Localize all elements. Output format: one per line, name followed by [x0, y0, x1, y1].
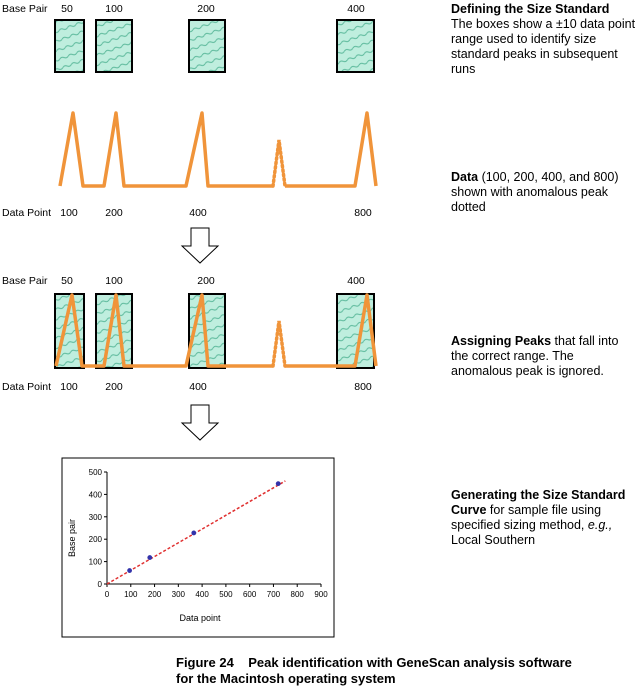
- ignored-peak-dotted: [273, 321, 285, 366]
- dp2-label-800: 800: [354, 381, 372, 393]
- data-point-label: Data Point: [2, 207, 52, 219]
- desc-assign-peaks: [451, 334, 636, 379]
- y-tick-label: 0: [97, 580, 102, 589]
- x-tick-label: 900: [314, 590, 328, 599]
- assigned-trace: [56, 295, 273, 366]
- y-tick-label: 400: [88, 490, 102, 500]
- x-axis-label: Data point: [179, 613, 221, 623]
- range-box-200: [189, 20, 225, 72]
- desc-size-curve: [451, 488, 636, 548]
- y-tick-label: 200: [88, 535, 102, 545]
- dp2-label-200: 200: [105, 381, 123, 393]
- data-point: [276, 481, 281, 486]
- desc-assign-peaks-title: Assigning Peaks: [451, 334, 552, 348]
- base-pair-label: Base Pair: [2, 3, 48, 15]
- dp-label-100: 100: [60, 207, 78, 219]
- x-tick-label: 100: [124, 590, 138, 599]
- bp2-label-400: 400: [347, 275, 365, 287]
- range-box-100: [96, 20, 132, 72]
- bp2-label-200: 200: [197, 275, 215, 287]
- panel-size-curve: [62, 458, 334, 637]
- bp-label-100: 100: [105, 3, 123, 15]
- dp2-label-400: 400: [189, 381, 207, 393]
- panel-size-standard: [2, 3, 374, 72]
- bp-label-50: 50: [61, 3, 73, 15]
- data-trace: [60, 113, 273, 186]
- chart-frame: [62, 458, 334, 637]
- bp2-label-50: 50: [61, 275, 73, 287]
- desc-size-standard-title: Defining the Size Standard: [451, 2, 610, 16]
- dp-label-800: 800: [354, 207, 372, 219]
- x-tick-label: 600: [242, 590, 257, 599]
- y-tick-label: 100: [88, 557, 102, 567]
- down-arrow-icon: [182, 228, 218, 263]
- bp2-label-100: 100: [105, 275, 123, 287]
- bp-label-200: 200: [197, 3, 215, 15]
- base-pair-label-2: Base Pair: [2, 275, 48, 287]
- data-point: [147, 555, 152, 560]
- y-axis-label: Base pair: [67, 518, 77, 558]
- range-box-400: [337, 20, 374, 72]
- x-tick-label: 300: [171, 590, 186, 599]
- data-point: [191, 531, 196, 536]
- dp-label-400: 400: [189, 207, 207, 219]
- anomalous-peak-dotted: [273, 140, 285, 186]
- y-tick-label: 500: [88, 468, 102, 477]
- x-tick-label: 500: [219, 590, 233, 599]
- data-point: [127, 568, 132, 573]
- desc-size-standard-text: The boxes show a ±10 data point range used to identify size standard peaks in subsequent runs: [451, 17, 636, 76]
- x-tick-label: 700: [266, 590, 281, 599]
- data-point-label-2: Data Point: [2, 381, 52, 393]
- x-tick-label: 400: [195, 590, 209, 599]
- figure-caption: [176, 655, 636, 687]
- desc-size-curve-text-2: Local Southern: [451, 533, 536, 547]
- figure-caption-line-2: for the Macintosh operating system: [176, 671, 396, 686]
- desc-size-standard: [451, 2, 636, 77]
- dp-label-200: 200: [105, 207, 123, 219]
- x-tick-label: 0: [104, 590, 110, 599]
- panel-assign-peaks: [2, 275, 376, 393]
- desc-data-text: (100, 200, 400, and 800) shown with anomalous peak dotted: [451, 170, 619, 214]
- figure-caption-line-1: Figure 24 Peak identification with GeneScan analysis software: [176, 655, 572, 670]
- desc-size-curve-text-1: for sample file using specified sizing method,: [451, 503, 602, 532]
- desc-assign-peaks-text: that fall into the correct range. The anomalous peak is ignored.: [451, 334, 619, 378]
- desc-data: [451, 170, 636, 215]
- x-tick-label: 800: [290, 590, 304, 599]
- bp-label-400: 400: [347, 3, 365, 15]
- desc-size-curve-italic: e.g.,: [587, 518, 613, 532]
- x-tick-label: 200: [147, 590, 162, 599]
- desc-size-curve-title: Generating the Size Standard Curve: [451, 488, 626, 517]
- down-arrow-icon-2: [182, 405, 218, 440]
- desc-data-title: Data: [451, 170, 479, 184]
- data-trace-tail: [285, 113, 376, 186]
- y-tick-label: 300: [88, 512, 102, 522]
- panel-data-trace: [2, 113, 376, 219]
- dp2-label-100: 100: [60, 381, 78, 393]
- range-box-50: [55, 20, 84, 72]
